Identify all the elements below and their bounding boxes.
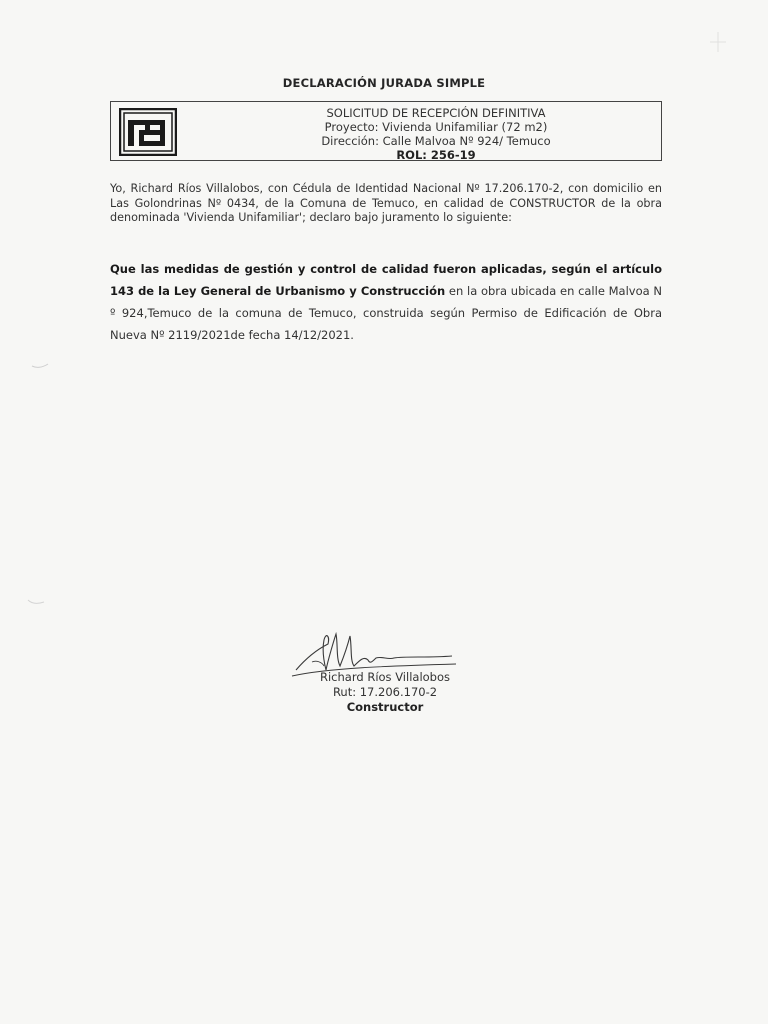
declaration-statement-rest: en la obra ubicada en calle Malvoa N º 924,Temuco de la comuna de Temuco, construida según Permiso de Edificación de Obra Nueva Nº 2119/2021de fecha 14/12/2021. [110,284,662,342]
scan-mark-icon [706,30,730,54]
document-title: DECLARACIÓN JURADA SIMPLE [282,76,486,90]
declaration-intro-paragraph: Yo, Richard Ríos Villalobos, con Cédula de Identidad Nacional Nº 17.206.170-2, con domicilio en Las Golondrinas Nº 0434, de la Comuna de Temuco, en calidad de CONSTRUCTOR de la obra denominada 'Vivienda Unifamiliar'; declaro bajo juramento lo siguiente: [110,182,662,224]
signature-block [290,670,480,715]
company-logo-icon [119,108,177,156]
project-name: Proyecto: Vivienda Unifamiliar (72 m2) [324,120,548,134]
signatory-rut: Rut: 17.206.170-2 [332,685,438,699]
scan-mark-icon [30,356,50,370]
project-header-text [221,106,651,162]
signatory-role: Constructor [346,700,424,714]
project-rol: ROL: 256-19 [396,148,476,162]
scan-mark-icon [26,594,46,608]
declaration-statement-paragraph [110,258,662,346]
project-header-box [110,101,662,161]
project-address: Dirección: Calle Malvoa Nº 924/ Temuco [321,134,551,148]
signatory-name: Richard Ríos Villalobos [320,670,450,684]
request-type: SOLICITUD DE RECEPCIÓN DEFINITIVA [326,106,546,120]
declaration-statement-bold: Que las medidas de gestión y control de calidad fueron aplicadas, según el artículo 143 de la Ley General de Urbanismo y Construcción [110,262,662,298]
